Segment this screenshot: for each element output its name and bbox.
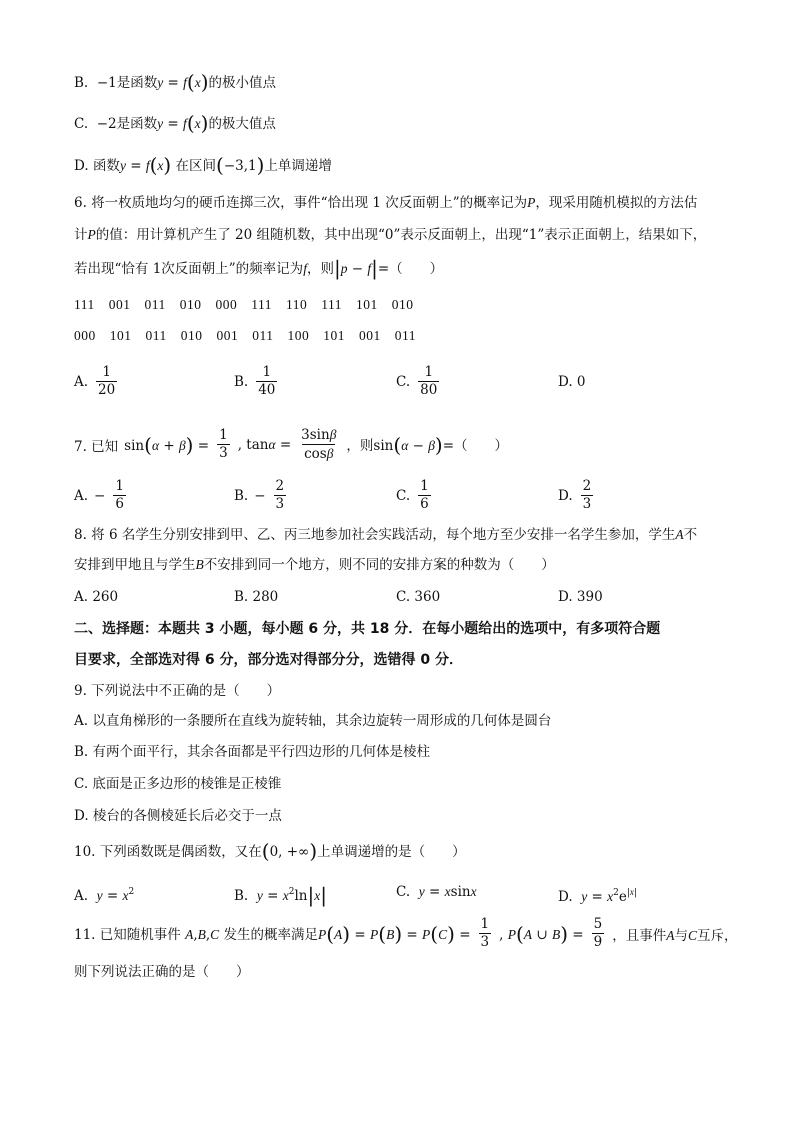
q6-option-b: B. $\frac{1}{40}$ <box>234 364 276 398</box>
q6-option-c: C. $\frac{1}{80}$ <box>396 364 438 398</box>
q5-option-d: D. 函数y = f(x) 在区间(−3,1)上单调递增 <box>74 153 332 177</box>
q7-option-b: B. − $\frac{2}{3}$ <box>234 478 285 512</box>
q9-option-c: C. 底面是正多边形的棱锥是正棱锥 <box>74 776 282 792</box>
q9-option-d: D. 棱台的各侧棱延长后必交于一点 <box>74 808 282 824</box>
q6-random-row1: 111 001 011 010 000 111 110 111 101 010 <box>74 297 414 312</box>
q6-option-a: A. $\frac{1}{20}$ <box>74 364 116 398</box>
q6-stem-line3: 若出现“恰有 1次反面朝上”的频率记为f，则|p − f|=（ ） <box>74 256 444 280</box>
q7-option-a: A. − $\frac{1}{6}$ <box>74 478 124 512</box>
q11-stem-line1: 11. 已知随机事件 A,B,C 发生的概率满足P(A) = P(B) = P(C) = $\frac{1}{3}$ , P(A ∪ B) = $\frac{5}{9}$ ，且事件A与C互斥， <box>74 916 738 950</box>
q6-stem-line2: 计P的值：用计算机产生了 20 组随机数，其中出现“0”表示反面朝上，出现“1”表示正面朝上，结果如下， <box>74 227 707 243</box>
q10-option-b: B. $y = x^2\ln|x|$ <box>234 883 327 907</box>
q8-option-b: B. 280 <box>234 589 279 605</box>
q6-random-row2: 000 101 011 010 001 011 100 101 001 011 <box>74 328 416 343</box>
q6-stem-line1: 6. 将一枚质地均匀的硬币连掷三次，事件“恰出现 1 次反面朝上”的概率记为P，现采用随机模拟的方法估 <box>74 195 698 211</box>
q10-option-d: D. $y = x^2e^{|x|}$ <box>558 887 637 905</box>
q9-option-a: A. 以直角梯形的一条腰所在直线为旋转轴，其余边旋转一周形成的几何体是圆台 <box>74 713 552 729</box>
q8-option-a: A. 260 <box>74 589 119 605</box>
q10-stem: 10. 下列函数既是偶函数，又在(0, +∞)上单调递增的是（ ） <box>74 839 466 863</box>
q8-option-c: C. 360 <box>396 589 441 605</box>
q6-option-d: D. 0 <box>558 374 586 390</box>
q9-option-b: B. 有两个面平行，其余各面都是平行四边形的几何体是棱柱 <box>74 744 431 760</box>
q7-option-d: D. $\frac{2}{3}$ <box>558 478 592 512</box>
q5-option-b: B. −1是函数y = f(x)的极小值点 <box>74 70 277 94</box>
section-heading-line1: 二、选择题：本题共 3 小题，每小题 6 分，共 18 分．在每小题给出的选项中，有多项符合题 <box>74 621 661 637</box>
q10-option-a: A. $y = x^2$ <box>74 887 135 904</box>
q8-stem-line1: 8. 将 6 名学生分别安排到甲、乙、丙三地参加社会实践活动，每个地方至少安排一名学生参加，学生A不 <box>74 527 698 543</box>
q8-option-d: D. 390 <box>558 589 603 605</box>
q7-stem: 7. 已知 sin(α + β) = $\frac{1}{3}$ , tanα = $\frac{3\sin\beta}{\cos\beta}$ ，则sin(α − β)=（ ） <box>74 427 509 462</box>
q10-option-c: C. y = xsinx <box>396 884 477 900</box>
q7-option-c: C. $\frac{1}{6}$ <box>396 478 429 512</box>
q11-stem-line2: 则下列说法正确的是（ ） <box>74 964 250 980</box>
q8-stem-line2: 安排到甲地且与学生B不安排到同一个地方，则不同的安排方案的种数为（ ） <box>74 557 555 573</box>
q5-option-c: C. −2是函数y = f(x)的极大值点 <box>74 111 276 135</box>
q9-stem: 9. 下列说法中不正确的是（ ） <box>74 683 281 699</box>
section-heading-line2: 目要求，全部选对得 6 分，部分选对得部分分，选错得 0 分． <box>74 652 463 668</box>
